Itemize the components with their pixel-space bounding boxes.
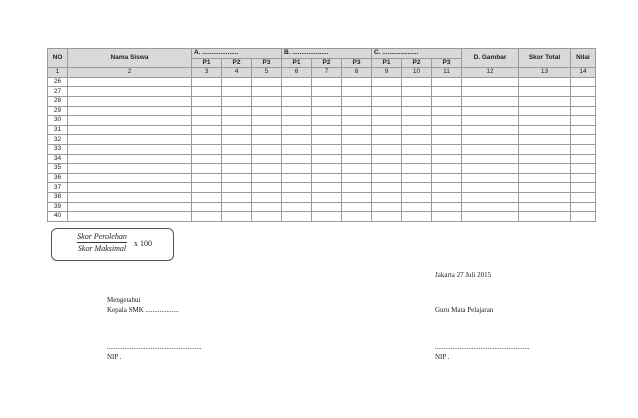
entry-cell[interactable] (252, 116, 282, 126)
entry-cell[interactable] (342, 125, 372, 135)
table-row (48, 164, 596, 174)
entry-cell[interactable] (68, 173, 192, 183)
entry-cell[interactable] (372, 77, 402, 87)
entry-cell[interactable] (462, 96, 519, 106)
column-number: 8 (342, 68, 372, 78)
entry-cell[interactable] (68, 192, 192, 202)
entry-cell[interactable] (252, 192, 282, 202)
entry-cell[interactable] (462, 212, 519, 222)
row-number: 35 (48, 164, 68, 174)
entry-cell[interactable] (68, 154, 192, 164)
entry-cell[interactable] (372, 96, 402, 106)
header-c-p3: P3 (432, 58, 462, 68)
score-formula-box (51, 228, 174, 261)
entry-cell[interactable] (312, 164, 342, 174)
entry-cell[interactable] (571, 183, 596, 193)
entry-cell[interactable] (402, 106, 432, 116)
column-number: 7 (312, 68, 342, 78)
left-nip: NIP . (107, 353, 122, 361)
entry-cell[interactable] (342, 144, 372, 154)
entry-cell[interactable] (432, 87, 462, 97)
entry-cell[interactable] (222, 106, 252, 116)
table-row (48, 183, 596, 193)
entry-cell[interactable] (571, 116, 596, 126)
formula-denominator: Skor Maksimal (77, 244, 127, 253)
entry-cell[interactable] (571, 212, 596, 222)
entry-cell[interactable] (432, 135, 462, 145)
entry-cell[interactable] (252, 77, 282, 87)
entry-cell[interactable] (571, 125, 596, 135)
entry-cell[interactable] (68, 96, 192, 106)
entry-cell[interactable] (519, 116, 571, 126)
left-signature-line: ...................................................... (107, 343, 202, 351)
entry-cell[interactable] (462, 87, 519, 97)
entry-cell[interactable] (312, 135, 342, 145)
entry-cell[interactable] (462, 144, 519, 154)
entry-cell[interactable] (282, 154, 312, 164)
row-number: 36 (48, 173, 68, 183)
entry-cell[interactable] (192, 202, 222, 212)
entry-cell[interactable] (372, 202, 402, 212)
entry-cell[interactable] (372, 116, 402, 126)
entry-cell[interactable] (462, 192, 519, 202)
entry-cell[interactable] (342, 154, 372, 164)
entry-cell[interactable] (282, 77, 312, 87)
header-b-p3: P3 (342, 58, 372, 68)
entry-cell[interactable] (519, 154, 571, 164)
entry-cell[interactable] (432, 212, 462, 222)
column-number: 10 (402, 68, 432, 78)
entry-cell[interactable] (312, 212, 342, 222)
entry-cell[interactable] (462, 202, 519, 212)
entry-cell[interactable] (312, 202, 342, 212)
entry-cell[interactable] (402, 202, 432, 212)
right-nip: NIP . (435, 353, 450, 361)
table-row (48, 116, 596, 126)
entry-cell[interactable] (372, 154, 402, 164)
entry-cell[interactable] (372, 144, 402, 154)
row-number: 39 (48, 202, 68, 212)
entry-cell[interactable] (282, 144, 312, 154)
entry-cell[interactable] (402, 183, 432, 193)
column-number: 9 (372, 68, 402, 78)
entry-cell[interactable] (282, 96, 312, 106)
entry-cell[interactable] (222, 212, 252, 222)
header-group-a: A. .................... (192, 49, 282, 59)
entry-cell[interactable] (462, 106, 519, 116)
entry-cell[interactable] (372, 212, 402, 222)
entry-cell[interactable] (372, 106, 402, 116)
entry-cell[interactable] (252, 135, 282, 145)
entry-cell[interactable] (432, 173, 462, 183)
header-group-b: B. .................... (282, 49, 372, 59)
entry-cell[interactable] (252, 173, 282, 183)
table-row (48, 106, 596, 116)
row-number: 32 (48, 135, 68, 145)
table-row (48, 87, 596, 97)
entry-cell[interactable] (312, 144, 342, 154)
entry-cell[interactable] (342, 164, 372, 174)
entry-cell[interactable] (68, 87, 192, 97)
entry-cell[interactable] (192, 125, 222, 135)
entry-cell[interactable] (282, 135, 312, 145)
entry-cell[interactable] (192, 212, 222, 222)
entry-cell[interactable] (519, 135, 571, 145)
entry-cell[interactable] (402, 144, 432, 154)
entry-cell[interactable] (342, 96, 372, 106)
left-signatory-title-2: Kepala SMK ................... (107, 306, 179, 314)
entry-cell[interactable] (282, 183, 312, 193)
entry-cell[interactable] (519, 173, 571, 183)
column-number: 6 (282, 68, 312, 78)
left-signatory-title-1: Mengetahui (107, 296, 141, 304)
entry-cell[interactable] (342, 183, 372, 193)
entry-cell[interactable] (192, 116, 222, 126)
entry-cell[interactable] (312, 106, 342, 116)
column-number: 5 (252, 68, 282, 78)
entry-cell[interactable] (519, 164, 571, 174)
entry-cell[interactable] (571, 144, 596, 154)
header-c-p1: P1 (372, 58, 402, 68)
formula-multiplier: x 100 (134, 239, 152, 248)
entry-cell[interactable] (402, 154, 432, 164)
entry-cell[interactable] (222, 202, 252, 212)
place-date: Jakarta 27 Juli 2015 (435, 271, 492, 279)
entry-cell[interactable] (68, 116, 192, 126)
entry-cell[interactable] (462, 173, 519, 183)
header-nilai: Nilai (571, 49, 596, 68)
entry-cell[interactable] (462, 135, 519, 145)
entry-cell[interactable] (68, 212, 192, 222)
entry-cell[interactable] (432, 125, 462, 135)
column-number: 4 (222, 68, 252, 78)
entry-cell[interactable] (462, 116, 519, 126)
entry-cell[interactable] (342, 202, 372, 212)
entry-cell[interactable] (282, 164, 312, 174)
entry-cell[interactable] (372, 87, 402, 97)
entry-cell[interactable] (282, 87, 312, 97)
entry-cell[interactable] (312, 183, 342, 193)
entry-cell[interactable] (402, 192, 432, 202)
entry-cell[interactable] (68, 77, 192, 87)
entry-cell[interactable] (462, 154, 519, 164)
entry-cell[interactable] (312, 125, 342, 135)
entry-cell[interactable] (222, 192, 252, 202)
entry-cell[interactable] (571, 87, 596, 97)
entry-cell[interactable] (252, 96, 282, 106)
row-number: 40 (48, 212, 68, 222)
entry-cell[interactable] (571, 173, 596, 183)
entry-cell[interactable] (342, 116, 372, 126)
column-number: 2 (68, 68, 192, 78)
table-row (48, 77, 596, 87)
entry-cell[interactable] (222, 125, 252, 135)
entry-cell[interactable] (312, 87, 342, 97)
entry-cell[interactable] (462, 77, 519, 87)
entry-cell[interactable] (192, 173, 222, 183)
header-d-gambar: D. Gambar (462, 49, 519, 68)
row-number: 26 (48, 77, 68, 87)
entry-cell[interactable] (402, 164, 432, 174)
entry-cell[interactable] (192, 87, 222, 97)
entry-cell[interactable] (192, 154, 222, 164)
entry-cell[interactable] (432, 96, 462, 106)
entry-cell[interactable] (519, 183, 571, 193)
table-row (48, 154, 596, 164)
entry-cell[interactable] (462, 183, 519, 193)
entry-cell[interactable] (402, 116, 432, 126)
entry-cell[interactable] (342, 173, 372, 183)
column-number: 12 (462, 68, 519, 78)
entry-cell[interactable] (68, 125, 192, 135)
entry-cell[interactable] (519, 125, 571, 135)
entry-cell[interactable] (519, 87, 571, 97)
row-number: 33 (48, 144, 68, 154)
entry-cell[interactable] (222, 116, 252, 126)
entry-cell[interactable] (192, 164, 222, 174)
entry-cell[interactable] (68, 106, 192, 116)
row-number: 30 (48, 116, 68, 126)
entry-cell[interactable] (432, 164, 462, 174)
row-number: 29 (48, 106, 68, 116)
entry-cell[interactable] (402, 96, 432, 106)
entry-cell[interactable] (571, 164, 596, 174)
entry-cell[interactable] (402, 125, 432, 135)
entry-cell[interactable] (222, 144, 252, 154)
entry-cell[interactable] (432, 144, 462, 154)
table-row (48, 173, 596, 183)
entry-cell[interactable] (342, 106, 372, 116)
entry-cell[interactable] (312, 154, 342, 164)
entry-cell[interactable] (571, 106, 596, 116)
entry-cell[interactable] (519, 144, 571, 154)
entry-cell[interactable] (222, 183, 252, 193)
entry-cell[interactable] (402, 87, 432, 97)
header-nama-siswa: Nama Siswa (68, 49, 192, 68)
entry-cell[interactable] (342, 77, 372, 87)
entry-cell[interactable] (342, 192, 372, 202)
entry-cell[interactable] (372, 135, 402, 145)
column-number: 3 (192, 68, 222, 78)
header-a-p2: P2 (222, 58, 252, 68)
table-row (48, 212, 596, 222)
table-row (48, 135, 596, 145)
entry-cell[interactable] (571, 202, 596, 212)
row-number: 31 (48, 125, 68, 135)
entry-cell[interactable] (282, 202, 312, 212)
entry-cell[interactable] (192, 144, 222, 154)
entry-cell[interactable] (402, 212, 432, 222)
right-signature-line: ...................................................... (435, 343, 530, 351)
header-skor-total: Skor Total (519, 49, 571, 68)
right-signatory-title: Guru Mata Pelajaran (435, 306, 494, 314)
entry-cell[interactable] (252, 202, 282, 212)
entry-cell[interactable] (252, 183, 282, 193)
entry-cell[interactable] (571, 154, 596, 164)
entry-cell[interactable] (432, 202, 462, 212)
entry-cell[interactable] (68, 202, 192, 212)
table-row (48, 96, 596, 106)
entry-cell[interactable] (192, 135, 222, 145)
entry-cell[interactable] (282, 212, 312, 222)
table-row (48, 144, 596, 154)
column-number-row (48, 68, 596, 78)
entry-cell[interactable] (282, 106, 312, 116)
entry-cell[interactable] (312, 77, 342, 87)
entry-cell[interactable] (519, 96, 571, 106)
entry-cell[interactable] (222, 77, 252, 87)
header-b-p2: P2 (312, 58, 342, 68)
entry-cell[interactable] (432, 77, 462, 87)
entry-cell[interactable] (252, 154, 282, 164)
entry-cell[interactable] (571, 192, 596, 202)
entry-cell[interactable] (192, 192, 222, 202)
column-number: 13 (519, 68, 571, 78)
entry-cell[interactable] (222, 135, 252, 145)
entry-cell[interactable] (432, 192, 462, 202)
score-fraction (77, 232, 127, 253)
table-body (48, 77, 596, 221)
entry-cell[interactable] (312, 192, 342, 202)
entry-cell[interactable] (252, 125, 282, 135)
entry-cell[interactable] (519, 77, 571, 87)
entry-cell[interactable] (282, 125, 312, 135)
entry-cell[interactable] (432, 116, 462, 126)
row-number: 27 (48, 87, 68, 97)
column-number: 14 (571, 68, 596, 78)
entry-cell[interactable] (222, 154, 252, 164)
entry-cell[interactable] (192, 183, 222, 193)
entry-cell[interactable] (222, 164, 252, 174)
entry-cell[interactable] (342, 212, 372, 222)
entry-cell[interactable] (192, 106, 222, 116)
grade-table (47, 48, 596, 222)
entry-cell[interactable] (252, 164, 282, 174)
entry-cell[interactable] (462, 164, 519, 174)
entry-cell[interactable] (68, 135, 192, 145)
entry-cell[interactable] (68, 164, 192, 174)
entry-cell[interactable] (462, 125, 519, 135)
entry-cell[interactable] (252, 106, 282, 116)
entry-cell[interactable] (402, 77, 432, 87)
entry-cell[interactable] (312, 116, 342, 126)
entry-cell[interactable] (68, 144, 192, 154)
entry-cell[interactable] (342, 135, 372, 145)
entry-cell[interactable] (372, 173, 402, 183)
header-no: NO (48, 49, 68, 68)
table-row (48, 192, 596, 202)
header-a-p3: P3 (252, 58, 282, 68)
entry-cell[interactable] (519, 192, 571, 202)
header-a-p1: P1 (192, 58, 222, 68)
entry-cell[interactable] (372, 125, 402, 135)
entry-cell[interactable] (519, 106, 571, 116)
row-number: 38 (48, 192, 68, 202)
entry-cell[interactable] (402, 173, 432, 183)
entry-cell[interactable] (571, 135, 596, 145)
header-c-p2: P2 (402, 58, 432, 68)
entry-cell[interactable] (222, 173, 252, 183)
entry-cell[interactable] (519, 202, 571, 212)
entry-cell[interactable] (372, 164, 402, 174)
entry-cell[interactable] (252, 144, 282, 154)
entry-cell[interactable] (519, 212, 571, 222)
formula-numerator: Skor Perolehan (77, 232, 127, 241)
entry-cell[interactable] (432, 106, 462, 116)
entry-cell[interactable] (402, 135, 432, 145)
header-b-p1: P1 (282, 58, 312, 68)
entry-cell[interactable] (252, 87, 282, 97)
header-group-c: C. .................... (372, 49, 462, 59)
entry-cell[interactable] (192, 77, 222, 87)
row-number: 34 (48, 154, 68, 164)
entry-cell[interactable] (222, 96, 252, 106)
entry-cell[interactable] (252, 212, 282, 222)
entry-cell[interactable] (372, 192, 402, 202)
entry-cell[interactable] (571, 77, 596, 87)
entry-cell[interactable] (571, 96, 596, 106)
table-row (48, 202, 596, 212)
row-number: 28 (48, 96, 68, 106)
entry-cell[interactable] (222, 87, 252, 97)
row-number: 37 (48, 183, 68, 193)
entry-cell[interactable] (312, 173, 342, 183)
entry-cell[interactable] (282, 116, 312, 126)
table-row (48, 125, 596, 135)
entry-cell[interactable] (372, 183, 402, 193)
entry-cell[interactable] (192, 96, 222, 106)
entry-cell[interactable] (68, 183, 192, 193)
entry-cell[interactable] (282, 192, 312, 202)
entry-cell[interactable] (312, 96, 342, 106)
entry-cell[interactable] (432, 154, 462, 164)
entry-cell[interactable] (432, 183, 462, 193)
entry-cell[interactable] (282, 173, 312, 183)
column-number: 11 (432, 68, 462, 78)
column-number: 1 (48, 68, 68, 78)
entry-cell[interactable] (342, 87, 372, 97)
